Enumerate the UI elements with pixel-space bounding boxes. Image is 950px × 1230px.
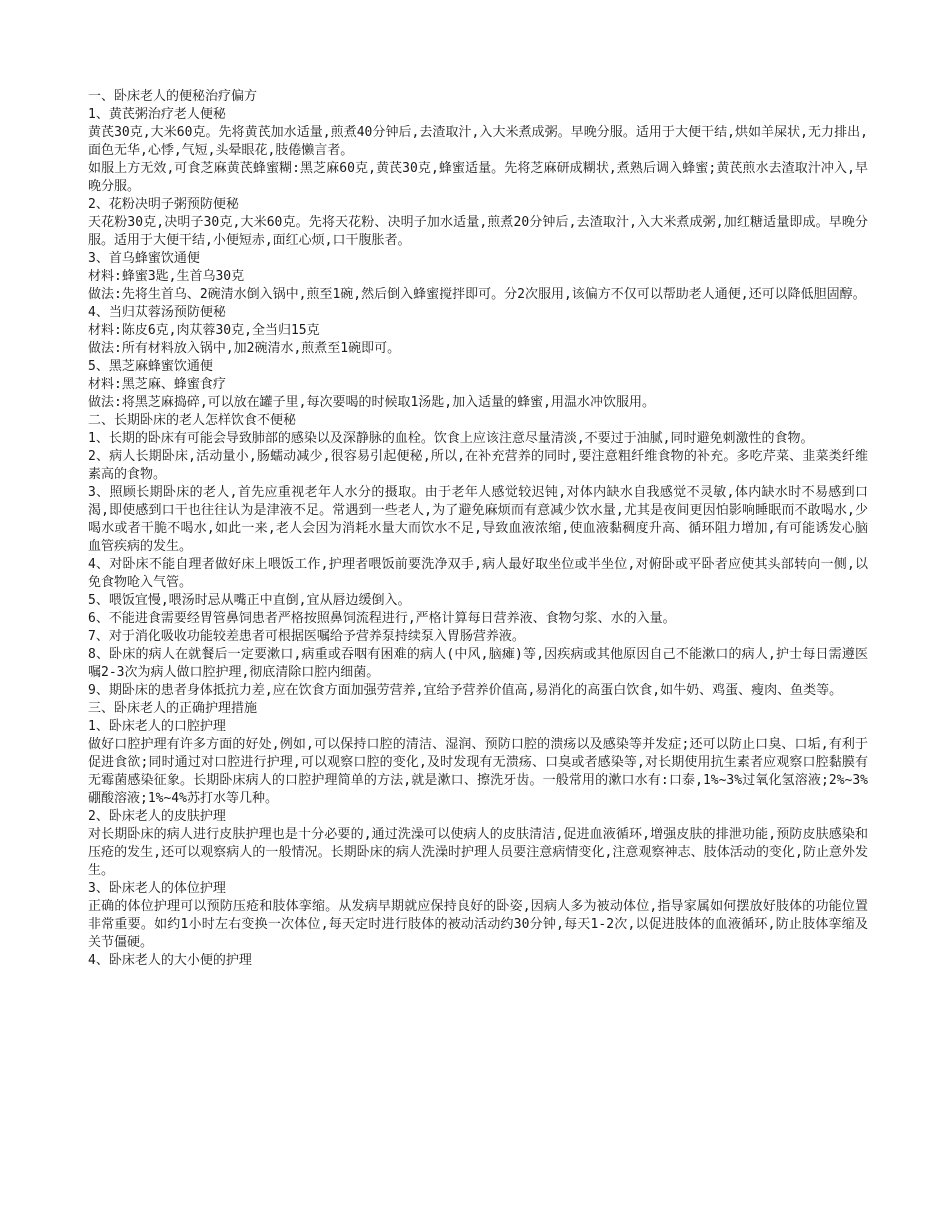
paragraph: 对长期卧床的病人进行皮肤护理也是十分必要的,通过洗澡可以使病人的皮肤清洁,促进血液循环,增强皮肤的排泄功能,预防皮肤感染和压疮的发生,还可以观察病人的一般情况。长期卧床的病人洗澡时护理人员要注意病情变化,注意观察神志、肢体活动的变化,防止意外发生。 — [88, 827, 868, 878]
subheading-1-4: 4、当归苁蓉汤预防便秘 — [88, 305, 226, 320]
paragraph: 材料:陈皮6克,肉苁蓉30克,全当归15克 — [88, 323, 320, 338]
document-page — [88, 88, 868, 970]
paragraph: 3、照顾长期卧床的老人,首先应重视老年人水分的摄取。由于老年人感觉较迟钝,对体内缺水自我感觉不灵敏,体内缺水时不易感到口渴,即使感到口干也往往认为是津液不足。常遇到一些老人,为了避免麻烦而有意减少饮水量,尤其是夜间更因怕影响睡眠而不敢喝水,少喝水或者干脆不喝水,如此一来,老人会因为消耗水量大而饮水不足,导致血液浓缩,使血液黏稠度升高、循环阻力增加,有可能诱发心脑血管疾病的发生。 — [88, 485, 868, 554]
subheading-1-1: 1、黄芪粥治疗老人便秘 — [88, 107, 226, 122]
subheading-3-4: 4、卧床老人的大小便的护理 — [88, 953, 252, 968]
paragraph: 9、期卧床的患者身体抵抗力差,应在饮食方面加强劳营养,宜给予营养价值高,易消化的高蛋白饮食,如牛奶、鸡蛋、瘦肉、鱼类等。 — [88, 683, 843, 698]
paragraph: 材料:黑芝麻、蜂蜜食疗 — [88, 377, 226, 392]
subheading-1-2: 2、花粉决明子粥预防便秘 — [88, 197, 239, 212]
subheading-3-2: 2、卧床老人的皮肤护理 — [88, 809, 226, 824]
paragraph: 1、长期的卧床有可能会导致肺部的感染以及深静脉的血栓。饮食上应该注意尽量清淡,不要过于油腻,同时避免刺激性的食物。 — [88, 431, 814, 446]
paragraph: 2、病人长期卧床,活动量小,肠蠕动减少,很容易引起便秘,所以,在补充营养的同时,要注意粗纤维食物的补充。多吃芹菜、韭菜类纤维素高的食物。 — [88, 449, 868, 482]
paragraph: 7、对于消化吸收功能较差患者可根据医嘱给予营养泵持续泵入胃肠营养液。 — [88, 629, 525, 644]
paragraph: 黄芪30克,大米60克。先将黄芪加水适量,煎煮40分钟后,去渣取汁,入大米煮成粥。早晚分服。适用于大便干结,烘如羊屎状,无力排出,面色无华,心悸,气短,头晕眼花,肢倦懒言者。 — [88, 125, 868, 158]
paragraph: 材料:蜂蜜3匙,生首乌30克 — [88, 269, 245, 284]
paragraph: 4、对卧床不能自理者做好床上喂饭工作,护理者喂饭前要洗净双手,病人最好取坐位或半坐位,对俯卧或平卧者应使其头部转向一侧,以免食物呛入气管。 — [88, 557, 868, 590]
paragraph: 正确的体位护理可以预防压疮和肢体挛缩。从发病早期就应保持良好的卧姿,因病人多为被动体位,指导家属如何摆放好肢体的功能位置非常重要。如约1小时左右变换一次体位,每天定时进行肢体的被动活动约30分钟,每天1-2次,以促进肢体的血液循环,防止肢体挛缩及关节僵硬。 — [88, 899, 868, 950]
subheading-1-5: 5、黑芝麻蜂蜜饮通便 — [88, 359, 213, 374]
section-heading-1: 一、卧床老人的便秘治疗偏方 — [88, 89, 258, 104]
paragraph: 天花粉30克,决明子30克,大米60克。先将天花粉、决明子加水适量,煎煮20分钟后,去渣取汁,入大米煮成粥,加红糖适量即成。早晚分服。适用于大便干结,小便短赤,面红心烦,口干腹胀者。 — [88, 215, 868, 248]
subheading-1-3: 3、首乌蜂蜜饮通便 — [88, 251, 200, 266]
paragraph: 如服上方无效,可食芝麻黄芪蜂蜜糊:黑芝麻60克,黄芪30克,蜂蜜适量。先将芝麻研成糊状,煮熟后调入蜂蜜;黄芪煎水去渣取汁冲入,早晚分服。 — [88, 161, 868, 194]
paragraph: 6、不能进食需要经胃管鼻饲患者严格按照鼻饲流程进行,严格计算每日营养液、食物匀浆、水的入量。 — [88, 611, 676, 626]
subheading-3-1: 1、卧床老人的口腔护理 — [88, 719, 226, 734]
paragraph: 做法:先将生首乌、2碗清水倒入锅中,煎至1碗,然后倒入蜂蜜搅拌即可。分2次服用,该偏方不仅可以帮助老人通便,还可以降低胆固醇。 — [88, 287, 866, 302]
paragraph: 做法:所有材料放入锅中,加2碗清水,煎煮至1碗即可。 — [88, 341, 401, 356]
paragraph: 8、卧床的病人在就餐后一定要漱口,病重或吞咽有困难的病人(中风,脑瘫)等,因疾病或其他原因自己不能漱口的病人,护士每日需遵医嘱2-3次为病人做口腔护理,彻底清除口腔内细菌。 — [88, 647, 868, 680]
subheading-3-3: 3、卧床老人的体位护理 — [88, 881, 226, 896]
paragraph: 做法:将黑芝麻捣碎,可以放在罐子里,每次要喝的时候取1汤匙,加入适量的蜂蜜,用温水冲饮服用。 — [88, 395, 655, 410]
section-heading-3: 三、卧床老人的正确护理措施 — [88, 701, 258, 716]
section-heading-2: 二、长期卧床的老人怎样饮食不便秘 — [88, 413, 297, 428]
paragraph: 做好口腔护理有许多方面的好处,例如,可以保持口腔的清洁、湿润、预防口腔的溃疡以及感染等并发症;还可以防止口臭、口垢,有利于促进食欲;同时通过对口腔进行护理,可以观察口腔的变化,及时发现有无溃疡、口臭或者感染等,对长期使用抗生素者应观察口腔黏膜有无霉菌感染征象。长期卧床病人的口腔护理简单的方法,就是漱口、擦洗牙齿。一般常用的漱口水有:口泰,1%~3%过氧化氢溶液;2%~3%硼酸溶液;1%~4%苏打水等几种。 — [88, 737, 868, 806]
paragraph: 5、喂饭宜慢,喂汤时忌从嘴正中直倒,宜从唇边缓倒入。 — [88, 593, 411, 608]
